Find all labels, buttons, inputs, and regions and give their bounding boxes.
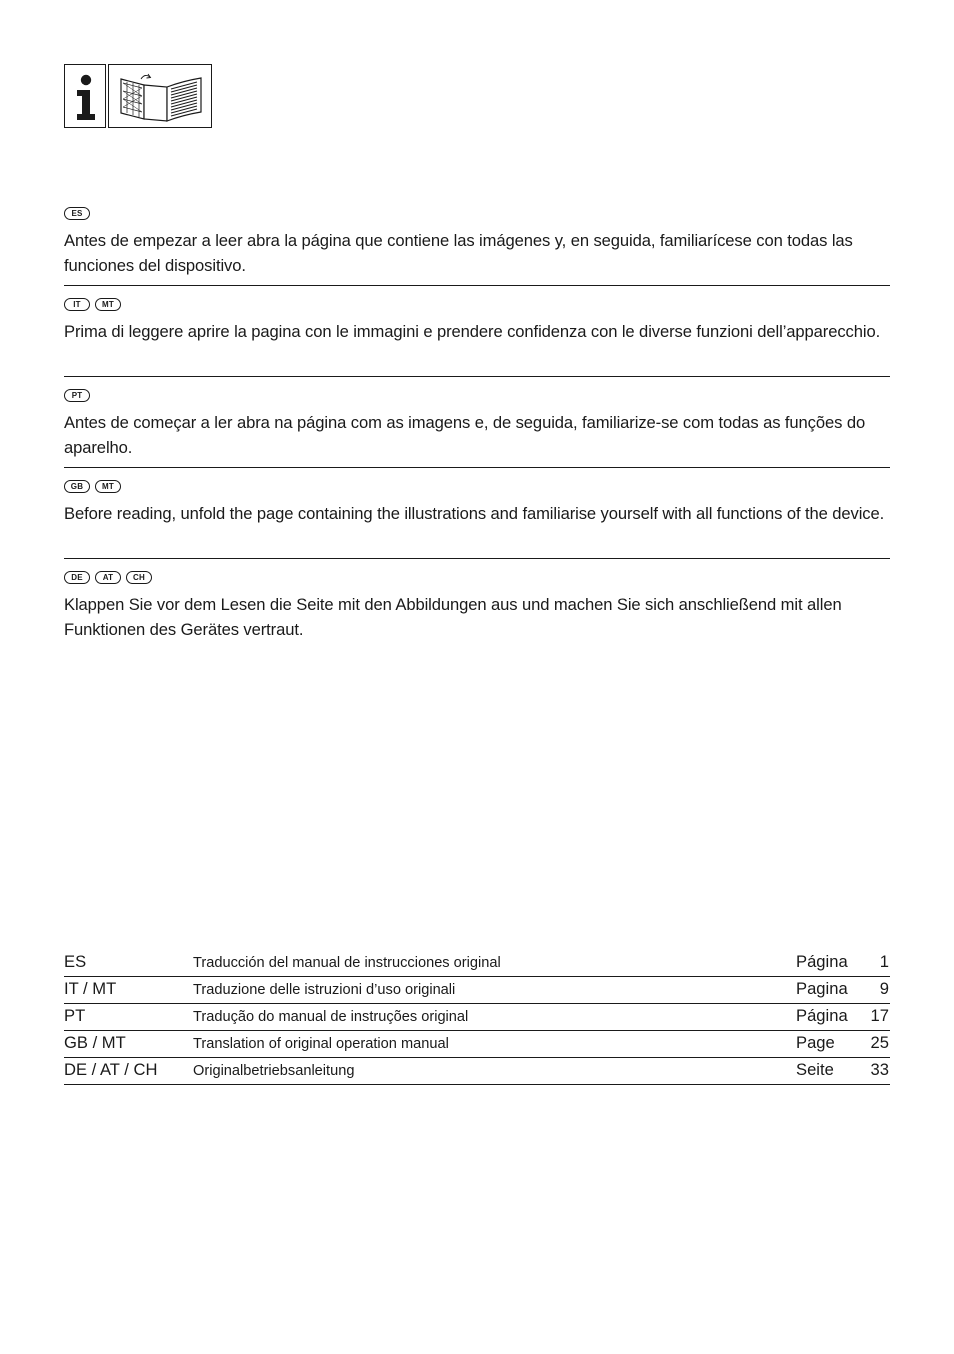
toc-description: Traduzione delle istruzioni d’uso originali	[193, 982, 456, 998]
toc-description: Traducción del manual de instrucciones original	[193, 955, 501, 971]
country-badge: DE	[64, 571, 90, 584]
country-badge: ES	[64, 207, 90, 220]
intro-text: Antes de empezar a leer abra la página que contiene las imágenes y, en seguida, familiarícese con todas las funciones del dispositivo.	[64, 231, 853, 275]
table-of-contents	[64, 950, 890, 1085]
toc-row[interactable]	[64, 1058, 890, 1085]
intro-section-de-at-ch	[64, 571, 890, 642]
toc-description: Translation of original operation manual	[193, 1036, 449, 1052]
toc-page-label: Seite	[796, 1060, 834, 1079]
unfold-page-icon	[108, 64, 212, 128]
toc-page-number: 9	[879, 979, 889, 998]
intro-section-es	[64, 207, 890, 278]
country-badge: GB	[64, 480, 90, 493]
toc-page-number: 25	[870, 1033, 889, 1052]
divider	[64, 285, 890, 286]
toc-language-code: DE / AT / CH	[64, 1060, 158, 1079]
toc-language-code: PT	[64, 1006, 86, 1025]
toc-description: Originalbetriebsanleitung	[193, 1063, 355, 1079]
country-badge: MT	[95, 298, 121, 311]
divider	[64, 558, 890, 559]
toc-page-number: 33	[870, 1060, 889, 1079]
toc-description: Tradução do manual de instruções original	[193, 1009, 469, 1025]
toc-page-number: 17	[870, 1006, 889, 1025]
intro-text: Prima di leggere aprire la pagina con le immagini e prendere confidenza con le diverse funzioni dell’apparecchio.	[64, 322, 881, 341]
toc-row[interactable]	[64, 1031, 890, 1058]
info-icon	[64, 64, 106, 128]
divider	[64, 376, 890, 377]
intro-text: Antes de começar a ler abra na página com as imagens e, de seguida, familiarize-se com todas as funções do aparelho.	[64, 413, 866, 457]
country-badge: CH	[126, 571, 152, 584]
intro-section-pt	[64, 389, 890, 460]
toc-page-label: Pagina	[796, 979, 848, 998]
toc-language-code: GB / MT	[64, 1033, 126, 1052]
intro-text: Klappen Sie vor dem Lesen die Seite mit den Abbildungen aus und machen Sie sich anschließend mit allen Funktionen des Gerätes vertraut.	[64, 595, 842, 639]
toc-page-number: 1	[879, 952, 889, 971]
country-badge: IT	[64, 298, 90, 311]
toc-language-code: ES	[64, 952, 87, 971]
intro-section-it-mt	[64, 298, 890, 344]
toc-row[interactable]	[64, 1004, 890, 1031]
intro-text: Before reading, unfold the page containing the illustrations and familiarise yourself with all functions of the device.	[64, 504, 885, 523]
toc-page-label: Página	[796, 952, 848, 971]
country-badge: AT	[95, 571, 121, 584]
toc-row[interactable]	[64, 977, 890, 1004]
toc-language-code: IT / MT	[64, 979, 117, 998]
divider	[64, 467, 890, 468]
toc-page-label: Página	[796, 1006, 848, 1025]
toc-row[interactable]	[64, 950, 890, 977]
intro-section-gb-mt	[64, 480, 890, 526]
toc-page-label: Page	[796, 1033, 835, 1052]
country-badge: MT	[95, 480, 121, 493]
country-badge: PT	[64, 389, 90, 402]
